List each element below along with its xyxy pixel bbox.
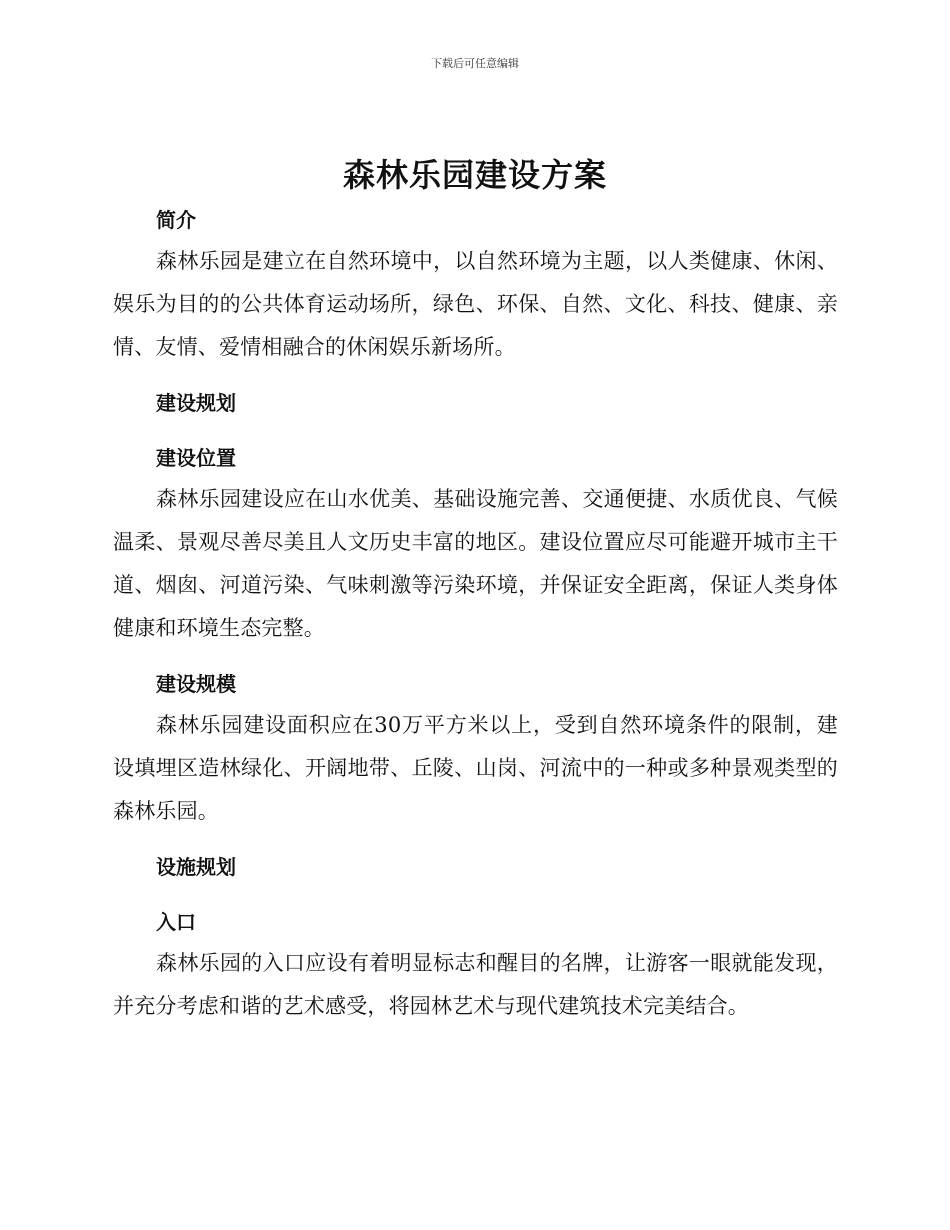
- heading-intro: 简介: [156, 208, 196, 232]
- heading-location: 建设位置: [156, 446, 236, 470]
- header-note: 下载后可任意编辑: [431, 57, 519, 70]
- document-body: [113, 200, 838, 1028]
- heading-plan: 建设规划: [156, 391, 236, 415]
- heading-entrance: 入口: [156, 910, 196, 934]
- heading-scale: 建设规模: [156, 672, 236, 696]
- paragraph-location: 森林乐园建设应在山水优美、基础设施完善、交通便捷、水质优良、气候温柔、景观尽善尽美且人文历史丰富的地区。建设位置应尽可能避开城市主干道、烟囱、河道污染、气味刺激等污染环境，并保证安全距离，保证人类身体健康和环境生态完整。: [113, 487, 838, 640]
- paragraph-scale: 森林乐园建设面积应在30万平方米以上，受到自然环境条件的限制，建设填埋区造林绿化、开阔地带、丘陵、山岗、河流中的一种或多种景观类型的森林乐园。: [113, 713, 838, 823]
- paragraph-entrance: 森林乐园的入口应设有着明显标志和醒目的名牌，让游客一眼就能发现，并充分考虑和谐的艺术感受，将园林艺术与现代建筑技术完美结合。: [113, 951, 838, 1018]
- heading-facility: 设施规划: [156, 855, 236, 879]
- paragraph-intro: 森林乐园是建立在自然环境中，以自然环境为主题，以人类健康、休闲、娱乐为目的的公共体育运动场所，绿色、环保、自然、文化、科技、健康、亲情、友情、爱情相融合的休闲娱乐新场所。: [113, 249, 838, 359]
- page-title: 森林乐园建设方案: [342, 156, 607, 194]
